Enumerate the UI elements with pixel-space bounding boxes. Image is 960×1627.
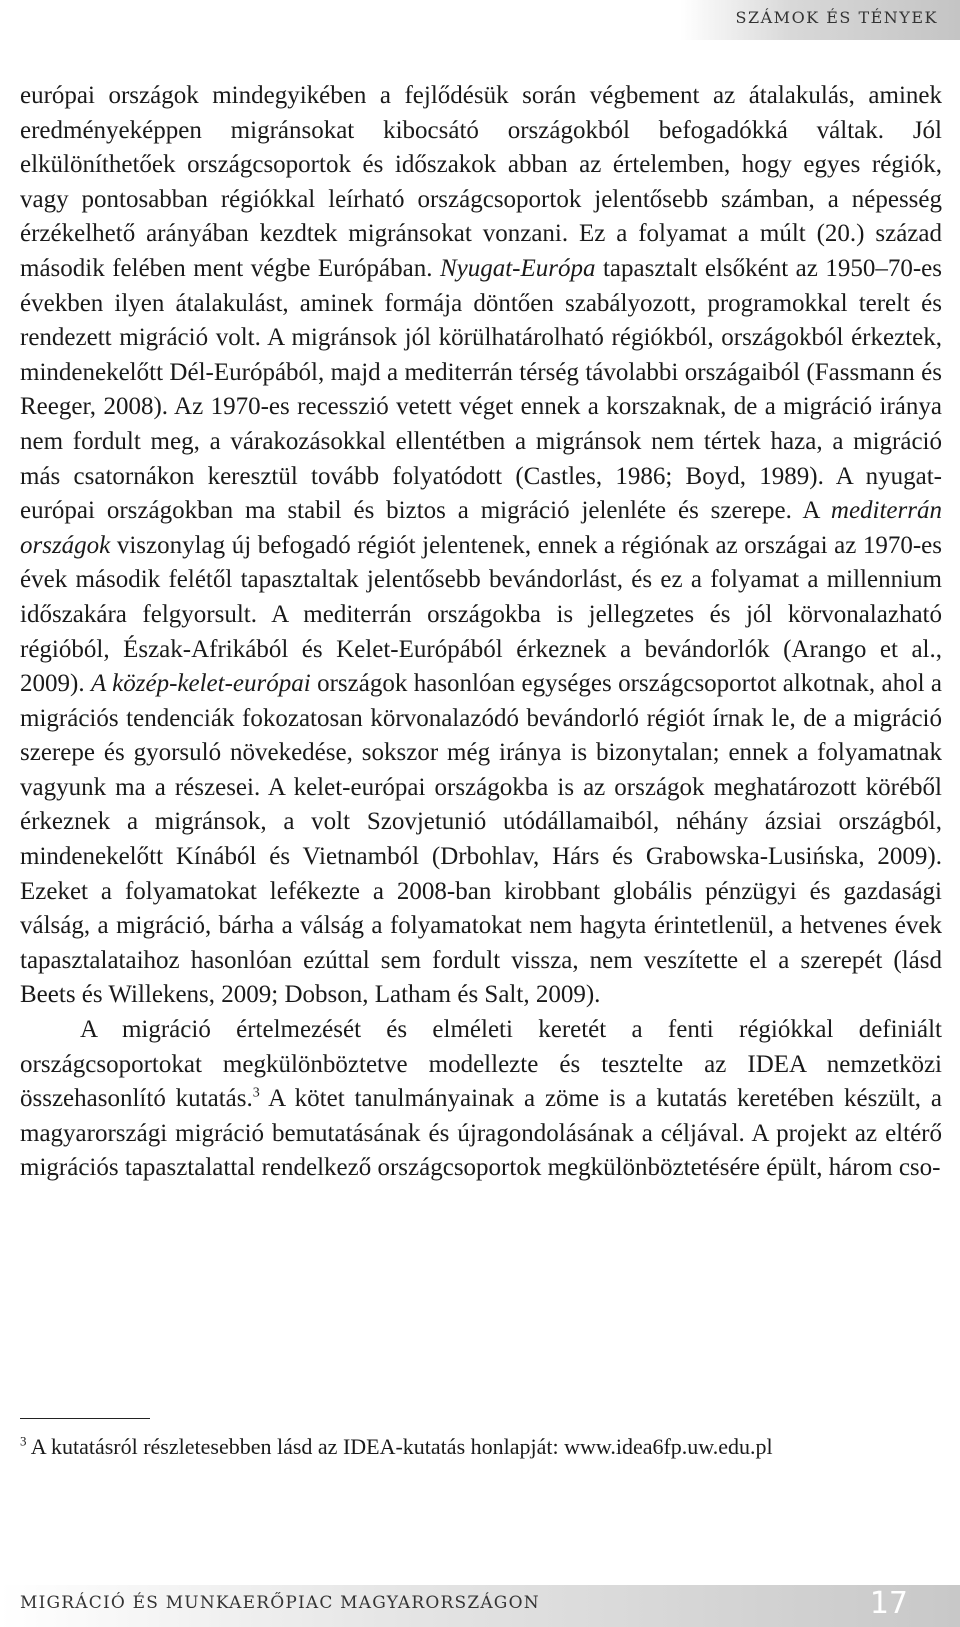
paragraph-1-part-d: országok hasonlóan egységes országcsoportot alkotnak, ahol a migrációs tendenciák fokozatosan körvonalazódó bevándorló régiót írnak le, de a migráció szerepe és gyorsuló növekedése, sokszor még iránya is bizonytalan; ennek a folyamatnak vagyunk ma a részesei. A kelet-európai országokba is az országok meghatározott köréből érkeznek a migránsok, a volt Szovjetunió utódállamaiból, néhány ázsiai országból, mindenekelőtt Kínából és Vietnamból (Drbohlav, Hárs és Grabowska-Lusińska, 2009). Ezeket a folyamatokat lefékezte a 2008-ban kirobbant globális pénzügyi és gazdasági válság, a migráció, bárha a válság a folyamatokat nem hagyta érintetlenül, a hetvenes évek tapasztalataihoz hasonlóan ezúttal sem fordult vissza, nem veszítette el a szerepét (lásd Beets és Willekens, 2009; Dobson, Latham és Salt, 2009). (20, 670, 943, 1009)
footnote-text: A kutatásról részletesebben lásd az IDEA-kutatás honlapját: www.idea6fp.uw.edu.pl (26, 1434, 773, 1459)
footnote-divider (20, 1418, 150, 1419)
paragraph-1-part-b: tapasztalt elsőként az 1950–70-es években ilyen átalakulást, aminek formája döntően szabályozott, programokkal terelt és rendezett migráció volt. A migránsok jól körülhatárolható régiókból, országokból érkeztek, mindenekelőtt Dél-Európából, majd a mediterrán térség távolabbi országaiból (Fassmann és Reeger, 2008). Az 1970-es recesszió vetett véget ennek a korszaknak, de a migráció iránya nem fordult meg, a várakozásokkal ellentétben a migránsok nem tértek haza, a migráció más csatornákon keresztül tovább folyatódott (Castles, 1986; Boyd, 1989). A nyugat-európai országokban ma stabil és biztos a migráció jelenléte és szerepe. A (20, 254, 942, 525)
paragraph-2-part-a: A migráció értelmezését és elméleti keretét a fenti régiókkal definiált országcsoportokat megkülönböztetve modellezte és tesztelte az IDEA nemzetközi összehasonlító kutatás. (20, 1016, 942, 1113)
paragraph-1 (20, 79, 942, 1013)
page-number: 17 (869, 1586, 908, 1621)
footnote (20, 1432, 910, 1461)
emphasis-nyugat-europa: Nyugat-Európa (439, 254, 596, 282)
paragraph-2 (20, 1013, 942, 1186)
paragraph-1-part-c: viszonylag új befogadó régiót jelentenek, ennek a régiónak az országai az 1970-es évek második felétől tapasztaltak jelentősebb bevándorlást, és ez a folyamat a millennium időszakára felgyorsult. A mediterrán országokba is jellegzetes és jól körvonalazható régióból, Észak-Afrikából és Kelet-Európából érkeznek a bevándorlók (Arango et al., 2009). (20, 531, 942, 698)
paragraph-1-part-a: európai országok mindegyikében a fejlődésük során végbement az átalakulás, aminek eredményeképpen migránsokat kibocsátó országokból befogadókká váltak. Jól elkülöníthetőek országcsoportok és időszakok abban az értelemben, hogy egyes régiók, vagy pontosabban régiókkal leírható országcsoportok jelentősebb számban, a népesség érzékelhető arányában kezdtek migránsokat vonzani. Ez a folyamat a múlt (20.) század második felében ment végbe Európában. (20, 82, 942, 282)
footer-book-title: MIGRÁCIÓ ÉS MUNKAERŐPIAC MAGYARORSZÁGON (20, 1593, 540, 1613)
emphasis-kozep-kelet-europai: A közép-kelet-európai (90, 670, 311, 698)
paragraph-2-part-b: A kötet tanulmányainak a zöme is a kutatás keretében készült, a magyarországi migráció bemutatásának és újragondolásának a céljával. A projekt az eltérő migrációs tapasztalattal rendelkező országcsoportok megkülönböztetésére épült, három cso- (20, 1085, 942, 1182)
body-text (20, 79, 942, 1186)
emphasis-mediterran: mediterrán országok (20, 497, 942, 559)
footnote-reference: 3 (252, 1085, 260, 1101)
footnote-marker: 3 (20, 1433, 27, 1449)
running-head: SZÁMOK ÉS TÉNYEK (735, 8, 938, 27)
